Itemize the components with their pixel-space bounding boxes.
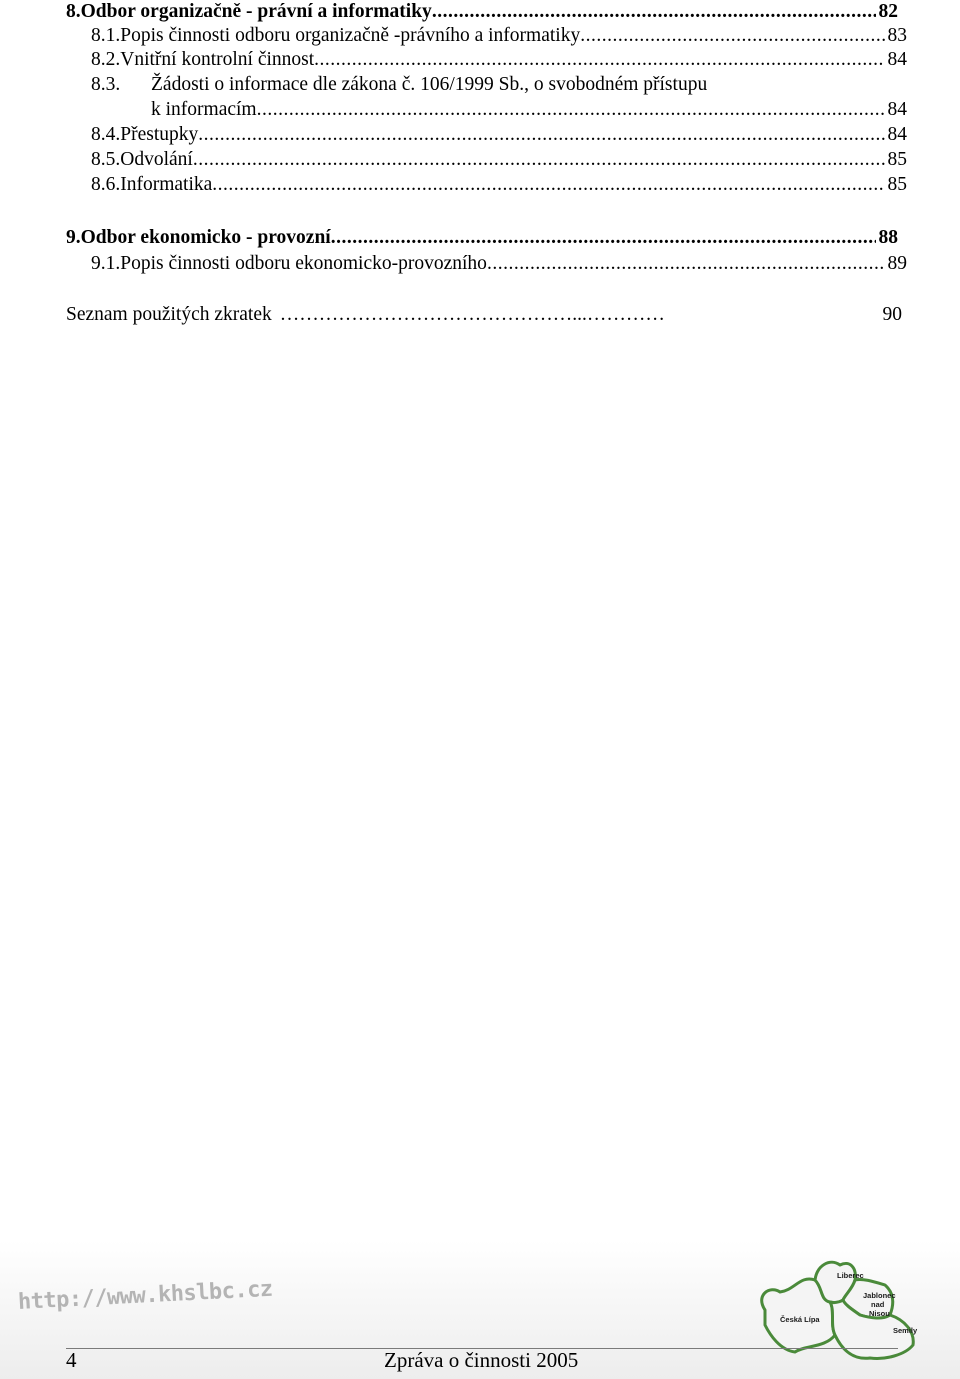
toc-number: 8.3. [91, 74, 121, 95]
toc-leader [212, 173, 884, 197]
toc-entry[interactable] [91, 148, 907, 172]
toc-leader [580, 24, 884, 48]
toc-entry[interactable] [91, 252, 907, 276]
toc-number: 8.4. [91, 124, 121, 145]
map-label-liberec: Liberec [837, 1271, 864, 1280]
toc-title: Žádosti o informace dle zákona č. 106/1999 Sb., o svobodném přístupu [151, 74, 708, 95]
map-label-semily: Semily [893, 1326, 918, 1335]
toc-leader [198, 123, 884, 147]
map-label-jablonec-1: Jablonec [863, 1291, 896, 1300]
toc-title: Popis činnosti odboru organizačně -právního a informatiky [120, 25, 581, 46]
abbreviations-page: 90 [882, 304, 902, 325]
toc-leader [193, 148, 885, 172]
footer-url[interactable]: http://www.khslbc.cz [17, 1276, 274, 1315]
toc-leader [487, 252, 885, 276]
toc-page: 85 [887, 174, 907, 195]
toc-leader [331, 226, 876, 250]
toc-leader [257, 98, 885, 122]
toc-page: 89 [887, 253, 907, 274]
toc-title: Odbor ekonomicko - provozní [80, 227, 331, 248]
toc-entry[interactable] [66, 226, 898, 250]
toc-entry[interactable] [91, 48, 907, 72]
toc-entry[interactable] [91, 73, 907, 97]
toc-leader [432, 0, 876, 24]
toc-page: 84 [887, 124, 907, 145]
toc-entry[interactable] [91, 24, 907, 48]
toc-title: Přestupky [120, 124, 199, 145]
toc-title: Informatika [120, 174, 213, 195]
toc-title: Odbor organizačně - právní a informatiky [80, 1, 432, 22]
toc-number: 8.1. [91, 25, 121, 46]
map-label-jablonec-3: Nisou [869, 1309, 890, 1318]
toc-entry[interactable] [91, 123, 907, 147]
toc-title: Vnitřní kontrolní činnost [120, 49, 315, 70]
toc-title: Odvolání [120, 149, 193, 170]
footer-page-number: 4 [66, 1348, 77, 1372]
toc-number: 9.1. [91, 253, 121, 274]
toc-number: 9. [66, 227, 81, 248]
toc-title: Popis činnosti odboru ekonomicko-provozního [120, 253, 487, 274]
toc-entry-continuation[interactable] [151, 98, 907, 122]
toc-leader [314, 48, 884, 72]
toc-page: 84 [887, 99, 907, 120]
toc-title: k informacím [151, 99, 257, 120]
footer-document-title: Zpráva o činnosti 2005 [384, 1348, 579, 1372]
abbreviations-leader: ………………………………………...………… [279, 304, 665, 325]
toc-entry[interactable] [66, 0, 898, 24]
map-label-ceska-lipa: Česká Lípa [780, 1315, 820, 1324]
toc-page: 83 [887, 25, 907, 46]
toc-page: 84 [887, 49, 907, 70]
region-map-logo [735, 1240, 935, 1375]
abbreviations-entry[interactable] [66, 303, 902, 327]
toc-entry[interactable] [91, 173, 907, 197]
toc-page: 85 [887, 149, 907, 170]
toc-number: 8.2. [91, 49, 121, 70]
toc-number: 8. [66, 1, 81, 22]
toc-number: 8.6. [91, 174, 121, 195]
abbreviations-title: Seznam použitých zkratek [66, 304, 272, 325]
map-label-jablonec-2: nad [871, 1300, 885, 1309]
toc-page: 82 [878, 1, 898, 22]
toc-page: 88 [878, 227, 898, 248]
toc-number: 8.5. [91, 149, 121, 170]
